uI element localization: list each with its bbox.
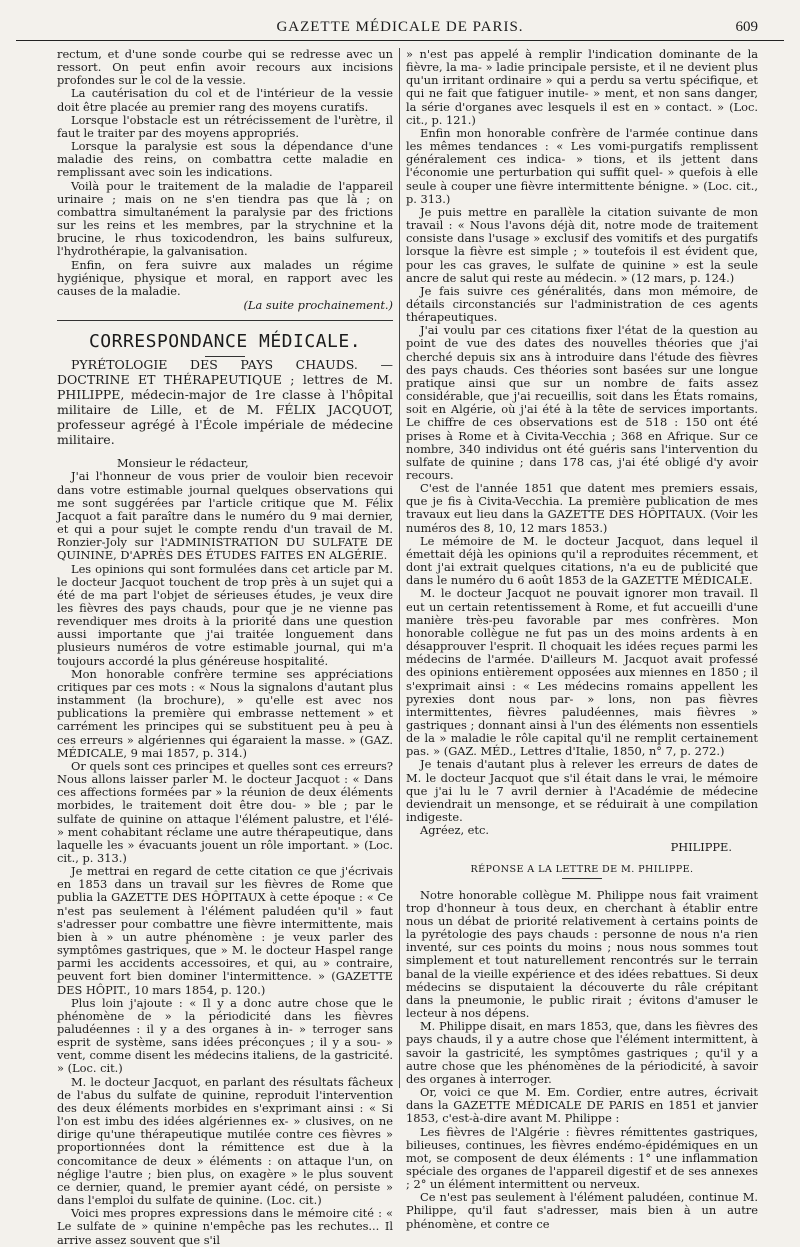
intro-paragraph: rectum, et d'une sonde courbe qui se redresse avec un ressort. On peut enfin avoir recours aux incisions profondes sur le col de la vessie.	[57, 47, 393, 88]
letter-paragraph: Je tenais d'autant plus à relever les erreurs de dates de M. le docteur Jacquot que s'il était dans le vrai, le mémoire que j'ai lu le 7 avril dernier à l'Académie de médecine deviendrait un mensonge, et se réduirait à une compilation indigeste.	[406, 757, 758, 825]
letter-paragraph: Je fais suivre ces généralités, dans mon mémoire, de détails circonstanciés sur l'administration de ces agents thérapeutiques.	[406, 283, 758, 325]
section-title: CORRESPONDANCE MÉDICALE.	[88, 331, 362, 353]
reply-title: RÉPONSE A LA LETTRE DE M. PHILIPPE.	[470, 863, 694, 875]
letter-paragraph: Les opinions qui sont formulées dans cet article par M. le docteur Jacquot touchent de trop près à un sujet qui a été de ma part l'objet de sérieuses études, je veux dire les fièvres des pays chauds, pour que je ne vienne pas revendiquer mes droits à la priorité dans une question aussi importante que j'ai traitée longuement dans plusieurs numéros de votre estimable journal, qui m'a toujours accordé la plus généreuse hospitalité.	[57, 561, 393, 668]
reply-paragraph: M. Philippe disait, en mars 1853, que, dans les fièvres des pays chauds, il y a autre chose que l'élément intermittent, à savoir la gastricité, les symptômes gastriques ; qu'il y a autre chose que les phénomènes de la périodicité, à savoir des organes à interroger.	[406, 1019, 758, 1086]
letter-paragraph: Or quels sont ces principes et quelles sont ces erreurs? Nous allons laisser parler M. le docteur Jacquot : « Dans ces affections formées par » la réunion de deux éléments morbides, le traitement doit être dou- » ble ; par le sulfate de quinine on attaque l'élément palustre, et l'élé- » ment cohabitant réclame une autre thérapeutique, dans laquelle les » évacuants jouent un rôle important. » (Loc. cit., p. 313.)	[57, 758, 393, 865]
column-divider	[399, 48, 400, 1088]
page-header	[16, 17, 784, 41]
journal-title: GAZETTE MÉDICALE DE PARIS.	[276, 19, 524, 35]
intro-paragraph: Lorsque l'obstacle est un rétrécissement de l'urètre, il faut le traiter par des moyens appropriés.	[57, 112, 393, 140]
letter-paragraph: Je mettrai en regard de cette citation ce que j'écrivais en 1853 dans un travail sur les fièvres de Rome que publia la GAZETTE DES HÔPITAUX à cette époque : « Ce n'est pas seulement à l'élément paludéen qu'il » faut s'adresser pour combattre une fièvre intermittente, mais bien à » un autre phénomène : je veux parler des symptômes gastriques, que » M. le docteur Haspel range parmi les accidents accessoires, et qui, au » contraire, peuvent fort bien dominer l'intermittence. » (GAZETTE DES HÔPIT., 10 mars 1854, p. 120.)	[57, 864, 393, 997]
intro-paragraph: Voilà pour le traitement de la maladie de l'appareil urinaire ; mais on ne s'en tiendra pas que là ; on combattra simultanément la paralysie par des frictions sur les reins et les membres, par la strychnine et la brucine, le rhus toxicodendron, les bains sulfureux, l'hydrothérapie, la galvanisation.	[57, 178, 393, 259]
letter-paragraph: M. le docteur Jacquot, en parlant des résultats fâcheux de l'abus du sulfate de quinine, reproduit l'intervention des deux éléments morbides en s'exprimant ainsi : « Si l'on est imbu des idées algériennes ex- » clusives, on ne dirige qu'une thérapeutique mutilée contre ces fièvres » proportionnées dont la rémittence est due à la concomitance de deux » éléments : on attaque l'un, on néglige l'autre ; bien plus, on exagère » le plus souvent ce dernier, quand, le premier ayant cédé, on persiste » dans l'emploi du sulfate de quinine. (Loc. cit.)	[57, 1074, 393, 1208]
salutation: Monsieur le rédacteur,	[117, 456, 249, 471]
letter-paragraph: Mon honorable confrère termine ses appréciations critiques par ces mots : « Nous la signalons d'autant plus instamment (la brochure), » qu'elle est avec nos publications la première qui embrasse nettement » et carrément les principes qui se substituent peu à peu à ces erreurs » algériennes qui égaraient la masse. » (GAZ. MÉDICALE, 9 mai 1857, p. 314.)	[57, 666, 393, 760]
reply-paragraph: Notre honorable collègue M. Philippe nous fait vraiment trop d'honneur à tous deux, en cherchant à établir entre nous un débat de priorité relativement à certains points de la pyrétologie des pays chauds : personne de nous n'a rien inventé, sur ces points du moins ; nous nous sommes tout simplement et tout naturellement rencontrés sur le terrain banal de la vieille expérience et des idées rebattues. Si deux médecins se disputaient la découverte du râle crépitant dans la pneumonie, le public rirait ; évitons d'amuser le lecteur à nos dépens.	[406, 887, 758, 1021]
signature: PHILIPPE.	[670, 840, 732, 855]
closing-line: Agréez, etc.	[420, 823, 490, 838]
letter-paragraph: J'ai l'honneur de vous prier de vouloir bien recevoir dans votre estimable journal quelques observations qui me sont suggérées par l'article critique que M. Félix Jacquot a fait paraître dans le numéro du 9 mai dernier, et qui a pour sujet le compte rendu d'un travail de M. Ronzier-Joly sur l'ADMINISTRATION DU SULFATE DE QUININE, D'APRÈS DES ÉTUDES FAITES EN ALGÉRIE.	[57, 469, 393, 563]
letter-paragraph: Voici mes propres expressions dans le mémoire cité : « Le sulfate de » quinine n'empêche pas les rechutes... Il arrive assez souvent que s'il	[57, 1206, 393, 1247]
letter-paragraph: Le mémoire de M. le docteur Jacquot, dans lequel il émettait déjà les opinions qu'il a reproduites récemment, et dont j'ai extrait quelques citations, n'a eu de publicité que dans le numéro du 6 août 1853 de la GAZETTE MÉDICALE.	[406, 533, 758, 588]
section-rule	[57, 320, 393, 321]
letter-paragraph: Enfin mon honorable confrère de l'armée continue dans les mêmes tendances : « Les vomi-purgatifs remplissent généralement ces indica- » tions, et ils jettent dans l'économie une perturbation qui suffit quel- » quefois à elle seule à couper une fièvre intermittente bénigne. » (Loc. cit., p. 313.)	[406, 125, 758, 206]
left-column	[57, 47, 393, 1247]
letter-paragraph: Je puis mettre en parallèle la citation suivante de mon travail : « Nous l'avons déjà dit, notre mode de traitement consiste dans l'usage » exclusif des vomitifs et des purgatifs lorsque la fièvre est simple ; » toutefois il est évident que, pour les cas graves, le sulfate de quinine » est la seule ancre de salut qui reste au médecin. » (12 mars, p. 124.)	[406, 204, 758, 285]
page-number: 609	[735, 19, 758, 35]
continuation-note: (La suite prochainement.)	[243, 297, 393, 312]
letter-paragraph: J'ai voulu par ces citations fixer l'état de la question au point de vue des dates des nouvelles théories que j'ai cherché depuis six ans à introduire dans l'étude des fièvres des pays chauds. Ces théories sont basées sur une longue pratique ainsi que sur un nombre de faits assez considérable, que j'ai recueillis, soit dans les États romains, soit en Algérie, où j'ai été à la tête de services importants. Le chiffre de ces observations est de 518 : 150 ont été prises à Rome et à Civita-Vecchia ; 368 en Afrique. Sur ce nombre, 340 individus ont été guéris sans l'intervention du sulfate de quinine ; dans 178 cas, j'ai été obligé d'y avoir recours.	[406, 323, 758, 482]
intro-paragraph: La cautérisation du col et de l'intérieur de la vessie doit être placée au premier rang des moyens curatifs.	[57, 86, 393, 114]
letter-paragraph: Plus loin j'ajoute : « Il y a donc autre chose que le phénomène de » la périodicité dans les fièvres paludéennes : il y a des organes à in- » terroger sans esprit de système, sans idées préconçues ; il y a sou- » vent, comme disent les médecins italiens, de la gastricité. » (Loc. cit.)	[57, 995, 393, 1076]
reply-paragraph: Les fièvres de l'Algérie : fièvres rémittentes gastriques, bilieuses, continues, les fièvres endémo-épidémiques en un mot, se composent de deux éléments : 1° une inflammation spéciale des organes de l'appareil digestif et de ses annexes ; 2° un élément intermittent ou nerveux.	[406, 1124, 758, 1192]
reply-paragraph: Or, voici ce que M. Em. Cordier, entre autres, écrivait dans la GAZETTE MÉDICALE DE PARIS en 1851 et janvier 1853, c'est-à-dire avant M. Philippe :	[406, 1085, 758, 1126]
reply-paragraph: Ce n'est pas seulement à l'élément paludéen, continue M. Philippe, qu'il faut s'adresser, mais bien à un autre phénomène, et contre ce	[406, 1190, 758, 1231]
letter-paragraph: C'est de l'année 1851 que datent mes premiers essais, que je fis à Civita-Vecchia. La première publication de mes travaux eut lieu dans la GAZETTE DES HÔPITAUX. (Voir les numéros des 8, 10, 12 mars 1853.)	[406, 481, 758, 535]
intro-paragraph: Lorsque la paralysie est sous la dépendance d'une maladie des reins, on combattra cette maladie en remplissant avec soin les indications.	[57, 139, 393, 180]
letter-paragraph: » n'est pas appelé à remplir l'indication dominante de la fièvre, la ma- » ladie principale persiste, et il ne devient plus qu'un irritant ordinaire » qui a perdu sa vertu spécifique, et qui ne fait que fatiguer inutile- » ment, et non sans danger, la série d'organes avec lesquels il est en » contact. » (Loc. cit., p. 121.)	[406, 47, 758, 127]
letter-paragraph: M. le docteur Jacquot ne pouvait ignorer mon travail. Il eut un certain retentissement à Rome, et fut accueilli d'une manière très-peu favorable par mes confrères. Mon honorable collègue ne fut pas un des moins ardents à en désapprouver l'esprit. Il choquait les idées reçues parmi les médecins de l'armée. D'ailleurs M. Jacquot avait professé des opinions entièrement opposées aux miennes en 1850 ; il s'exprimait ainsi : « Les médecins romains appellent les pyrexies dont nous par- » lons, non pas fièvres intermittentes, fièvres paludéennes, mais fièvres » gastriques ; donnant ainsi à l'un des éléments non essentiels de la » maladie le rôle capital qu'il ne remplit certainement pas. » (GAZ. MÉD., Lettres d'Italie, 1850, n° 7, p. 272.)	[406, 586, 758, 759]
intro-paragraph: Enfin, on fera suivre aux malades un régime hygiénique, physique et moral, en rapport avec les causes de la maladie.	[57, 257, 393, 298]
article-subheading: PYRÉTOLOGIE DES PAYS CHAUDS. — DOCTRINE ET THÉRAPEUTIQUE ; lettres de M. PHILIPPE, médecin-major de 1re classe à l'hôpital militaire de Lille, et de M. FÉLIX JACQUOT, professeur agrégé à l'École impériale de médecine militaire.	[57, 357, 393, 448]
right-column	[406, 47, 758, 1231]
header-rule	[16, 40, 784, 41]
